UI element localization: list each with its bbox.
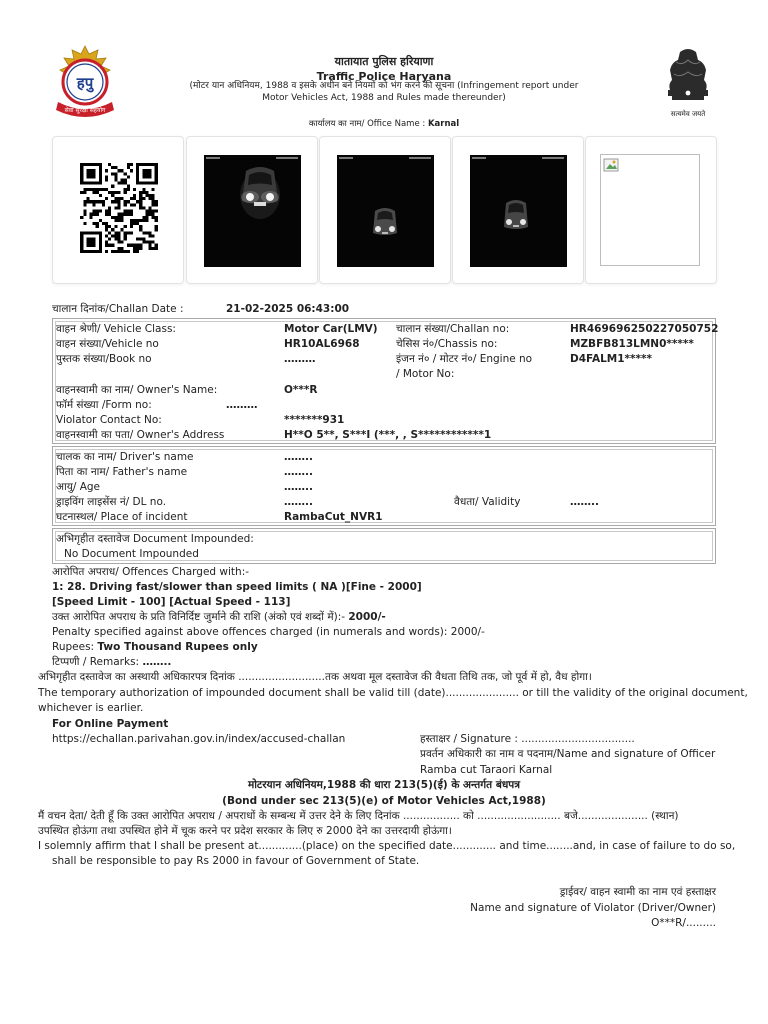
violator-label-en: Name and signature of Violator (Driver/Owner) — [470, 902, 716, 914]
bond-hindi-2: उपस्थित होऊंगा तथा उपस्थित होने में चूक करने पर प्रदेश सरकार के लिए रु 2000 देने का उत्तरदायी होऊंगा। — [38, 825, 452, 837]
evidence-image-2-card — [319, 136, 451, 284]
owner-address-label: वाहनस्वामी का पता/ Owner's Address — [56, 429, 225, 441]
penalty-en: Penalty specified against above offences charged (in numerals and words): 2000/- — [52, 626, 485, 638]
validity-label: वैधता/ Validity — [454, 496, 521, 508]
challan-date-value: 21-02-2025 06:43:00 — [226, 303, 350, 315]
rupees-value: Two Thousand Rupees only — [97, 641, 258, 653]
book-no-label: पुस्तक संख्या/Book no — [56, 353, 152, 365]
driver-details-box — [52, 446, 716, 526]
bond-hindi-1: मैं वचन देता/ देती हूँ कि उक्त आरोपित अपराध / अपराधों के सम्बन्ध में उत्तर देने के लिए दिनांक ................. को ......................... बजे..................... (स्थान) — [38, 810, 679, 822]
office-label: कार्यालय का नाम/ Office Name : — [308, 119, 428, 129]
broken-image — [600, 154, 700, 266]
violator-value: O***R/......... — [651, 917, 716, 929]
owner-name-value: O***R — [284, 384, 318, 396]
driver-name-label: चालक का नाम/ Driver's name — [56, 451, 194, 463]
haryana-police-logo — [52, 44, 118, 120]
temp-auth-en-1: The temporary authorization of impounded document shall be valid till (date)...................... or till the validity of the original document, — [38, 687, 748, 699]
engine-no-value: D4FALM1***** — [570, 353, 653, 365]
age-value: …….. — [284, 481, 313, 493]
header-description — [160, 80, 608, 104]
remarks-value: …….. — [142, 656, 172, 668]
evidence-image-1 — [204, 155, 301, 267]
motor-no-label: / Motor No: — [396, 368, 455, 380]
remarks-label: टिप्पणी / Remarks: — [52, 656, 143, 668]
bond-en-1: I solemnly affirm that I shall be present at.............(place) on the specified date............. and time........and, in case of failure to do so, — [38, 840, 736, 852]
logo-ribbon-text: सेवा सुरक्षा सहयोग — [64, 107, 106, 114]
offence-line-1: 1: 28. Driving fast/slower than speed limits ( NA )[Fine - 2000] — [52, 581, 422, 593]
header-desc-line2: Motor Vehicles Act, 1988 and Rules made thereunder) — [262, 93, 506, 104]
ashoka-emblem — [660, 46, 716, 122]
logo-text: हपु — [76, 74, 94, 92]
temp-auth-en-2: whichever is earlier. — [38, 702, 144, 714]
office-name — [160, 118, 608, 130]
rupees-label: Rupees: — [52, 641, 98, 653]
place-label: घटनास्थल/ Place of incident — [56, 511, 188, 523]
evidence-image-4-card — [585, 136, 717, 284]
father-name-value: …….. — [284, 466, 313, 478]
bond-en-2: shall be responsible to pay Rs 2000 in favour of Government of State. — [52, 855, 420, 867]
place-value: RambaCut_NVR1 — [284, 511, 383, 523]
offences-heading: आरोपित अपराध/ Offences Charged with:- — [52, 566, 250, 578]
vehicle-class-value: Motor Car(LMV) — [284, 323, 378, 335]
header-title-en: Traffic Police Haryana — [316, 70, 452, 83]
impounded-label: अभिगृहीत दस्तावेज Document Impounded: — [56, 533, 254, 545]
rupees-line — [52, 640, 258, 655]
owner-address-value: H**O 5**, S***I (***, , S************1 — [284, 429, 492, 441]
engine-no-label: इंजन नं० / मोटर नं०/ Engine no — [396, 353, 533, 365]
challan-no-value: HR469696250227050752 — [570, 323, 719, 335]
officer-value: Ramba cut Taraori Karnal — [420, 764, 553, 776]
form-no-label: फॉर्म संख्या /Form no: — [56, 399, 152, 411]
online-payment-heading: For Online Payment — [52, 718, 169, 730]
vehicle-details-inner — [55, 321, 719, 441]
office-value: Karnal — [427, 119, 460, 129]
evidence-image-3-card — [452, 136, 584, 284]
book-no-value: ……… — [284, 353, 316, 365]
header-desc-line1: (मोटर यान अधिनियम, 1988 व इसके अधीन बने नियमों को भंग करने की सूचना (Infringement report under — [189, 81, 579, 91]
qr-code — [79, 163, 159, 253]
emblem-caption: सत्यमेव जयते — [670, 110, 706, 118]
penalty-hindi — [52, 610, 386, 625]
driver-details-inner — [55, 449, 713, 523]
penalty-hindi-value: 2000/- — [348, 611, 386, 623]
impounded-inner — [55, 531, 713, 561]
evidence-image-2 — [337, 155, 434, 267]
evidence-image-3 — [470, 155, 567, 267]
driver-name-value: …….. — [284, 451, 313, 463]
officer-label: प्रवर्तन अधिकारी का नाम व पदनाम/Name and signature of Officer — [420, 748, 716, 760]
header-title-hindi: यातायात पुलिस हरियाणा — [334, 55, 434, 68]
contact-no-value: *******931 — [284, 414, 345, 426]
chassis-no-label: चेसिस नं०/Chassis no: — [396, 338, 498, 350]
age-label: आयु/ Age — [56, 481, 101, 493]
father-name-label: पिता का नाम/ Father's name — [56, 466, 188, 478]
temp-auth-hindi: अभिगृहीत दस्तावेज का अस्थायी अधिकारपत्र दिनांक ..........................तक अथवा मूल दस्तावेज की वैधता तिथि तक, जो पूर्व में हो, वैध होगा। — [38, 671, 592, 683]
payment-url[interactable]: https://echallan.parivahan.gov.in/index/accused-challan — [52, 733, 346, 745]
challan-no-label: चालान संख्या/Challan no: — [396, 323, 510, 335]
vehicle-class-label: वाहन श्रेणी/ Vehicle Class: — [56, 323, 176, 335]
form-no-value: ……… — [226, 399, 258, 411]
bond-heading-en: (Bond under sec 213(5)(e) of Motor Vehicles Act,1988) — [222, 795, 546, 807]
signature-line: हस्ताक्षर / Signature : .................................. — [420, 733, 635, 745]
bond-heading-hindi: मोटरयान अधिनियम,1988 की धारा 213(5)(ई) के अन्तर्गत बंधपत्र — [247, 779, 521, 791]
challan-date-label: चालान दिनांक/Challan Date : — [52, 303, 184, 315]
vehicle-details-box — [52, 318, 719, 444]
vehicle-no-value: HR10AL6968 — [284, 338, 360, 350]
impounded-value: No Document Impounded — [64, 548, 199, 560]
qr-code-card — [52, 136, 184, 284]
chassis-no-value: MZBFB813LMN0***** — [570, 338, 694, 350]
vehicle-no-label: वाहन संख्या/Vehicle no — [56, 338, 159, 350]
contact-no-label: Violator Contact No: — [56, 414, 162, 426]
dl-no-label: ड्राइविंग लाइसेंस नं/ DL no. — [56, 496, 167, 508]
owner-name-label: वाहनस्वामी का नाम/ Owner's Name: — [56, 384, 218, 396]
evidence-image-1-card — [186, 136, 318, 284]
offence-line-2: [Speed Limit - 100] [Actual Speed - 113] — [52, 596, 291, 608]
violator-label-hindi: ड्राईवर/ वाहन स्वामी का नाम एवं हस्ताक्षर — [559, 886, 716, 898]
dl-no-value: …….. — [284, 496, 313, 508]
validity-value: …….. — [570, 496, 599, 508]
impounded-box — [52, 528, 716, 564]
remarks-line — [52, 655, 171, 670]
broken-image-icon — [603, 157, 619, 173]
penalty-hindi-label: उक्त आरोपित अपराध के प्रति विनिर्दिष्ट जुर्माने की राशि (अंको एवं शब्दों में):- — [52, 611, 349, 623]
